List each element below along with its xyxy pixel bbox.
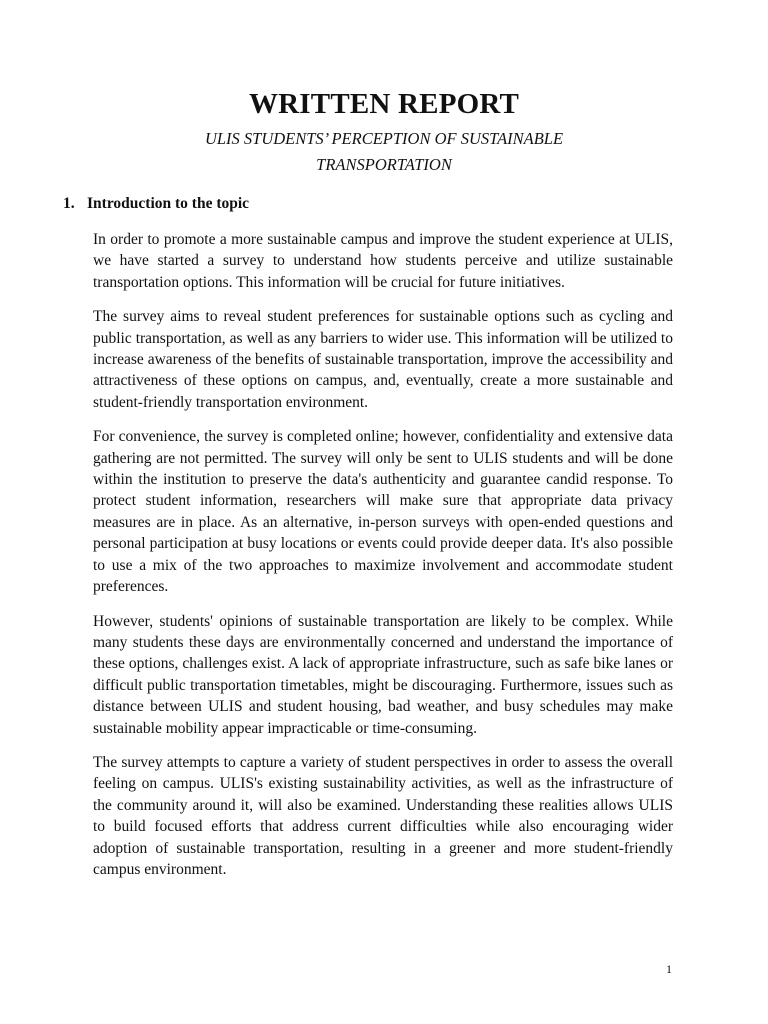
paragraph: The survey aims to reveal student preferences for sustainable options such as cycling and public transportation, as well as any barriers to wider use. This information will be utilized to increase awareness of the benefits of sustainable transportation, improve the accessibility and attractiveness of these options on campus, and, eventually, create a more sustainable and student-friendly transportation environment. (93, 308, 673, 411)
paragraph: The survey attempts to capture a variety of student perspectives in order to assess the overall feeling on campus. ULIS's existing sustainability activities, as well as the infrastructure of the community around it, will also be examined. Understanding these realities allows ULIS to build focused efforts that address current difficulties while also encouraging wider adoption of sustainable transportation, resulting in a greener and more student-friendly campus environment. (93, 753, 673, 878)
page-number: 1 (666, 962, 672, 976)
paragraph: In order to promote a more sustainable campus and improve the student experience at ULIS, we have started a survey to understand how students perceive and utilize sustainable transportation options. This information will be crucial for future initiatives. (93, 231, 673, 291)
paragraph: For convenience, the survey is completed online; however, confidentiality and extensive data gathering are not permitted. The survey will only be sent to ULIS students and will be done within the institution to preserve the data's authenticity and guarantee candid response. To protect student information, researchers will make sure that appropriate data privacy measures are in place. As an alternative, in-person surveys with open-ended questions and personal participation at busy locations or events could provide deeper data. It's also possible to use a mix of the two approaches to maximize involvement and accommodate student preferences. (93, 428, 673, 596)
section-number: 1. (63, 195, 75, 212)
paragraph: However, students' opinions of sustainable transportation are likely to be complex. While many students these days are environmentally concerned and understand the importance of these options, challenges exist. A lack of appropriate infrastructure, such as safe bike lanes or difficult public transportation timetables, might be discouraging. Furthermore, issues such as distance between ULIS and student housing, bad weather, and busy schedules may make sustainable mobility appear impracticable or time-consuming. (93, 612, 673, 737)
section-heading (63, 194, 249, 214)
document-subtitle (150, 126, 618, 178)
subtitle-line-2: TRANSPORTATION (316, 155, 452, 174)
subtitle-line-1: ULIS STUDENTS’ PERCEPTION OF SUSTAINABLE (204, 129, 564, 148)
section-body (93, 229, 673, 893)
document-title: WRITTEN REPORT (248, 88, 520, 120)
section-title: Introduction to the topic (87, 195, 250, 212)
